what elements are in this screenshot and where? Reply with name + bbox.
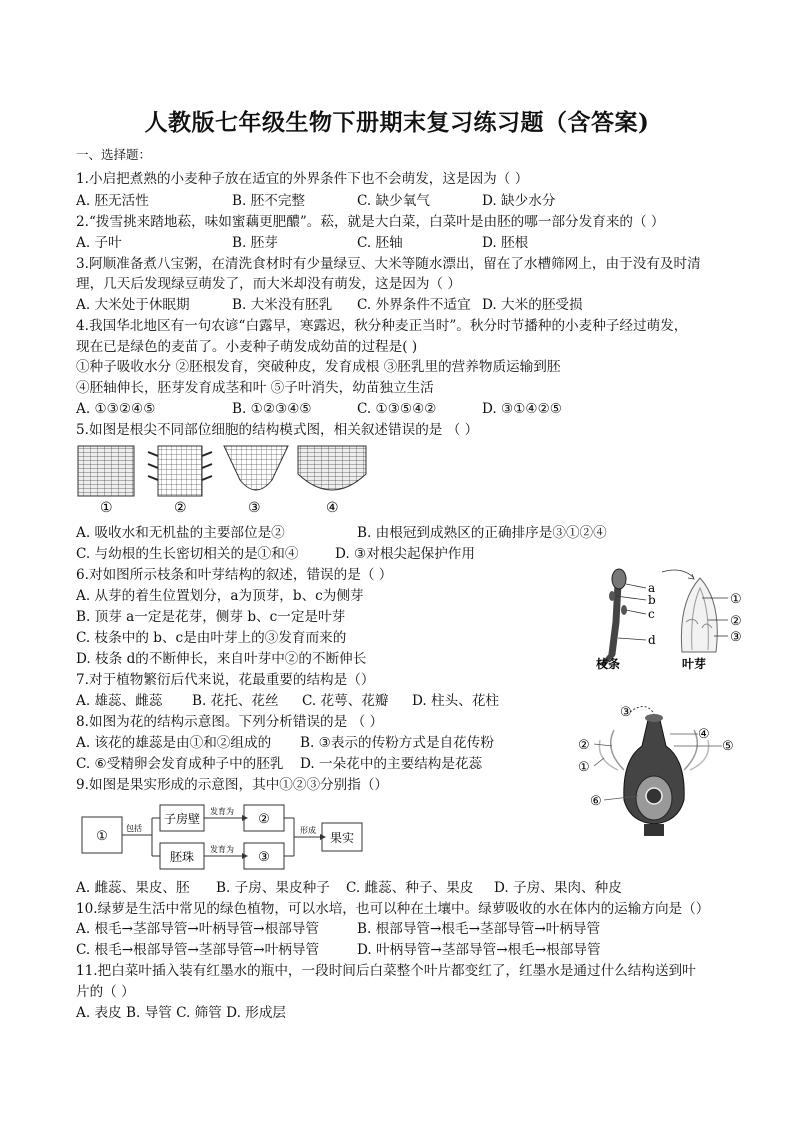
box-ovary-wall-label: 子房壁 <box>163 812 201 826</box>
q5-option-b: B. 由根冠到成熟区的正确排序是③①②④ <box>357 525 607 541</box>
root-label-4: ④ <box>326 500 339 516</box>
q10-option-b: B. 根部导管→根毛→茎部导管→叶柄导管 <box>357 921 601 937</box>
label-c: c <box>648 607 655 621</box>
root-label-1: ① <box>100 500 113 516</box>
q9-option-c: C. 雌蕊、种子、果皮 <box>346 880 474 896</box>
arrow-develop-label-2: 发育为 <box>210 845 234 854</box>
curve-arrow <box>662 570 694 578</box>
q2-option-c: C. 胚轴 <box>357 235 403 251</box>
fruit-formation-diagram <box>76 797 376 875</box>
q7-option-b: B. 花托、花丝 <box>192 693 279 709</box>
flower-structure-figure <box>574 700 744 840</box>
q8-option-c: C. ⑥受精卵会发育成种子中的胚乳 <box>76 756 284 772</box>
q8-stem: 8.如图为花的结构示意图。下列分析错误的是 （ ） <box>76 714 384 730</box>
q1-option-b: B. 胚不完整 <box>232 193 306 209</box>
flower-label-5: ⑤ <box>722 739 734 754</box>
q9-option-b: B. 子房、果皮种子 <box>216 880 330 896</box>
label-d: d <box>648 633 656 647</box>
q5-option-c: C. 与幼根的生长密切相关的是①和④ <box>76 546 299 562</box>
q6-option-c: C. 枝条中的 b、c是由叶芽上的③发育而来的 <box>76 630 347 646</box>
q4-option-a: A. ①③②④⑤ <box>76 401 156 417</box>
root-cell-2 <box>148 446 212 496</box>
box-1-label: ① <box>96 829 108 844</box>
q1-stem: 1.小启把煮熟的小麦种子放在适宜的外界条件下也不会萌发，这是因为（ ） <box>76 171 529 187</box>
root-cell-4 <box>298 446 366 490</box>
q4-steps-line2: ④胚轴伸长，胚芽发育成茎和叶 ⑤子叶消失，幼苗独立生活 <box>76 380 434 396</box>
q7-option-a: A. 雄蕊、雌蕊 <box>76 693 163 709</box>
q2-stem: 2.“拨雪挑来踏地菘，味如蜜藕更肥醲”。菘，就是大白菜，白菜叶是由胚的哪一部分发育来的（ ） <box>76 214 665 230</box>
caption-branch: 枝条 <box>596 657 621 671</box>
q11-stem-line1: 11.把白菜叶插入装有红墨水的瓶中，一段时间后白菜整个叶片都变红了，红墨水是通过什么结构送到叶 <box>76 963 696 979</box>
q6-option-b: B. 顶芽 a一定是花芽，侧芽 b、c一定是叶芽 <box>76 609 346 625</box>
leaf-bud-drawing <box>681 578 717 652</box>
root-label-2: ② <box>174 500 187 516</box>
q8-option-d: D. 一朵花中的主要结构是花蕊 <box>300 756 483 772</box>
q10-option-d: D. 叶柄导管→茎部导管→根毛→根部导管 <box>357 942 601 958</box>
q7-option-c: C. 花萼、花瓣 <box>302 693 389 709</box>
q6-option-d: D. 枝条 d的不断伸长，来自叶芽中②的不断伸长 <box>76 651 367 667</box>
q5-option-d: D. ③对根尖起保护作用 <box>335 546 475 562</box>
flower-drawing <box>599 714 708 836</box>
q2-option-a: A. 子叶 <box>76 235 122 251</box>
q3-stem-line1: 3.阿顺准备煮八宝粥，在清洗食材时有少量绿豆、大米等随水漂出，留在了水槽筛网上，由于没有及时清 <box>76 256 701 272</box>
caption-leaf-bud: 叶芽 <box>682 657 707 671</box>
flower-label-1: ① <box>578 760 590 775</box>
q6-option-a: A. 从芽的着生位置划分，a为顶芽，b、c为侧芽 <box>76 588 364 604</box>
bud-label-1: ① <box>730 592 742 607</box>
arrow-form-label: 形成 <box>300 826 316 835</box>
q7-stem: 7.对于植物繁衍后代来说，花最重要的结构是（） <box>76 672 375 688</box>
flower-label-2: ② <box>578 738 590 753</box>
q9-option-a: A. 雌蕊、果皮、胚 <box>76 880 190 896</box>
section-heading: 一、选择题： <box>76 147 152 162</box>
q8-option-b: B. ③表示的传粉方式是自花传粉 <box>300 735 494 751</box>
q8-option-a: A. 该花的雄蕊是由①和②组成的 <box>76 735 272 751</box>
label-b: b <box>648 593 656 607</box>
q5-option-a: A. 吸收水和无机盐的主要部位是② <box>76 525 285 541</box>
arrow-develop-label-1: 发育为 <box>210 807 234 816</box>
box-3-label: ③ <box>258 850 270 865</box>
q10-option-c: C. 根毛→根部导管→茎部导管→叶柄导管 <box>76 942 320 958</box>
q7-option-d: D. 柱头、花柱 <box>412 693 500 709</box>
branch-drawing <box>602 569 627 666</box>
q4-option-b: B. ①②③④⑤ <box>232 401 312 417</box>
q10-stem: 10.绿萝是生活中常见的绿色植物，可以水培，也可以种在土壤中。绿萝吸收的水在体内的运输方向是（） <box>76 901 710 917</box>
flower-label-4: ④ <box>698 727 710 742</box>
label-a: a <box>648 581 656 595</box>
box-2-label: ② <box>258 812 270 827</box>
pollination-arrow <box>630 706 654 714</box>
root-label-3: ③ <box>248 500 261 516</box>
q9-stem: 9.如图是果实形成的示意图，其中①②③分别指（） <box>76 777 389 793</box>
arrow-include-label: 包括 <box>126 824 142 833</box>
q1-option-a: A. 胚无活性 <box>76 193 149 209</box>
q1-option-c: C. 缺少氧气 <box>357 193 430 209</box>
q2-option-b: B. 胚芽 <box>232 235 278 251</box>
q9-option-d: D. 子房、果肉、种皮 <box>494 880 622 896</box>
q4-stem-line2: 现在已是绿色的麦苗了。小麦种子萌发成幼苗的过程是( ) <box>76 339 418 355</box>
flower-label-3: ③ <box>620 705 632 720</box>
q3-option-b: B. 大米没有胚乳 <box>232 297 333 313</box>
flower-label-6: ⑥ <box>590 794 602 809</box>
box-fruit-label: 果实 <box>329 831 355 845</box>
q1-option-d: D. 缺少水分 <box>482 193 556 209</box>
root-cell-1 <box>78 446 134 496</box>
q10-option-a: A. 根毛→茎部导管→叶柄导管→根部导管 <box>76 921 319 937</box>
branch-and-leaf-bud-figure <box>582 562 750 672</box>
q3-stem-line2: 理，几天后发现绿豆萌发了，而大米却没有萌发，这是因为（ ） <box>76 276 461 292</box>
page-title: 人教版七年级生物下册期末复习练习题（含答案) <box>144 109 650 136</box>
q4-option-c: C. ①③⑤④② <box>357 401 437 417</box>
q11-options: A. 表皮 B. 导管 C. 筛管 D. 形成层 <box>76 1005 287 1021</box>
box-ovule-label: 胚珠 <box>169 850 195 864</box>
root-cell-3 <box>224 446 288 490</box>
q2-option-d: D. 胚根 <box>482 235 529 251</box>
q11-stem-line2: 片的（ ） <box>76 984 135 1000</box>
q4-steps-line1: ①种子吸收水分 ②胚根发育，突破种皮，发育成根 ③胚乳里的营养物质运输到胚 <box>76 359 561 375</box>
bud-label-3: ③ <box>730 630 742 645</box>
q4-option-d: D. ③①④②⑤ <box>482 401 562 417</box>
q4-stem-line1: 4.我国华北地区有一句农谚“白露早，寒露迟，秋分种麦正当时”。秋分时节播种的小麦种子经过萌发， <box>76 318 688 334</box>
bud-label-2: ② <box>730 614 742 629</box>
q3-option-c: C. 外界条件不适宜 <box>357 297 471 313</box>
q5-stem: 5.如图是根尖不同部位细胞的结构模式图，相关叙述错误的是 （ ） <box>76 422 479 438</box>
q6-stem: 6.对如图所示枝条和叶芽结构的叙述，错误的是（ ） <box>76 567 393 583</box>
q3-option-a: A. 大米处于休眠期 <box>76 297 190 313</box>
root-tip-cells-figure <box>76 444 376 516</box>
q3-option-d: D. 大米的胚受损 <box>482 297 583 313</box>
